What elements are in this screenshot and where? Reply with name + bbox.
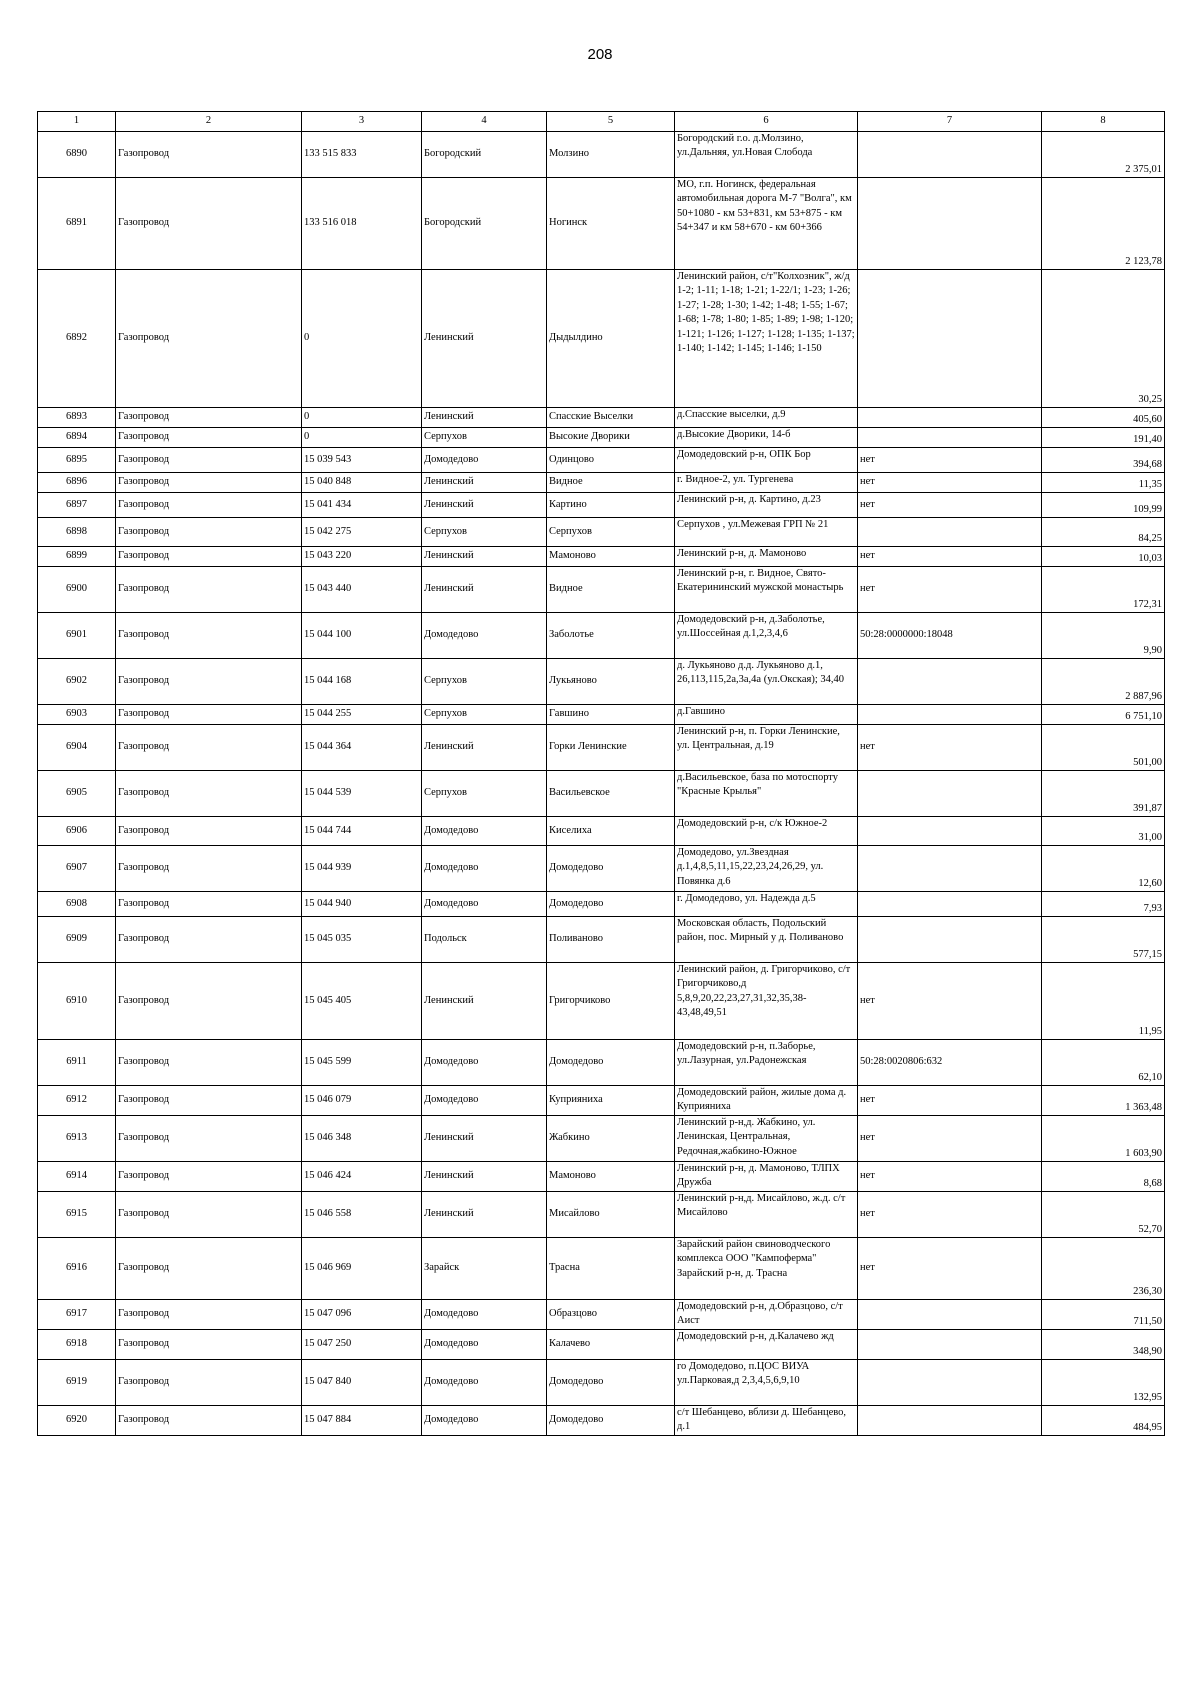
cell-object-type: Газопровод	[116, 1360, 302, 1406]
cell-locality: Лукьяново	[547, 659, 675, 705]
cell-cadastral	[858, 132, 1042, 178]
cell-address: Домодедовский р-н, д.Заболотье, ул.Шоссейная д.1,2,3,4,6	[675, 613, 858, 659]
cell-locality: Видное	[547, 567, 675, 613]
cell-number: 6915	[38, 1192, 116, 1238]
cell-number: 6911	[38, 1040, 116, 1086]
cell-object-type: Газопровод	[116, 846, 302, 892]
cell-locality: Одинцово	[547, 448, 675, 473]
cell-object-type: Газопровод	[116, 1330, 302, 1360]
cell-value: 2 375,01	[1042, 132, 1165, 178]
table-row	[38, 659, 1165, 705]
table-row	[38, 1360, 1165, 1406]
cell-inventory-number: 15 042 275	[302, 518, 422, 547]
cell-value: 348,90	[1042, 1330, 1165, 1360]
cell-address: Богородский г.о. д.Молзино, ул.Дальняя, ул.Новая Слобода	[675, 132, 858, 178]
cell-number: 6891	[38, 178, 116, 270]
cell-value: 1 603,90	[1042, 1116, 1165, 1162]
cell-value: 8,68	[1042, 1162, 1165, 1192]
cell-inventory-number: 15 044 168	[302, 659, 422, 705]
cell-locality: Васильевское	[547, 771, 675, 817]
table-row	[38, 567, 1165, 613]
cell-value: 7,93	[1042, 892, 1165, 917]
cell-inventory-number: 0	[302, 408, 422, 428]
cell-object-type: Газопровод	[116, 613, 302, 659]
cell-inventory-number: 15 046 969	[302, 1238, 422, 1300]
cell-address: Ленинский р-н, д. Мамоново, ТЛПХ Дружба	[675, 1162, 858, 1192]
cell-cadastral: нет	[858, 547, 1042, 567]
cell-district: Домодедово	[422, 1360, 547, 1406]
cell-inventory-number: 15 041 434	[302, 493, 422, 518]
cell-address: Домодедовский р-н, д.Образцово, с/т Аист	[675, 1300, 858, 1330]
cell-value: 577,15	[1042, 917, 1165, 963]
cell-object-type: Газопровод	[116, 705, 302, 725]
table-row	[38, 1040, 1165, 1086]
cell-inventory-number: 15 046 079	[302, 1086, 422, 1116]
cell-address: г. Домодедово, ул. Надежда д.5	[675, 892, 858, 917]
cell-locality: Картино	[547, 493, 675, 518]
header-col-1: 1	[38, 112, 116, 132]
cell-object-type: Газопровод	[116, 270, 302, 408]
table-row	[38, 448, 1165, 473]
header-col-7: 7	[858, 112, 1042, 132]
cell-locality: Григорчиково	[547, 963, 675, 1040]
cell-cadastral: нет	[858, 567, 1042, 613]
cell-district: Ленинский	[422, 1116, 547, 1162]
cell-inventory-number: 15 043 440	[302, 567, 422, 613]
cell-cadastral: нет	[858, 473, 1042, 493]
cell-number: 6910	[38, 963, 116, 1040]
cell-address: Ленинский р-н,д. Мисайлово, ж.д. с/т Мисайлово	[675, 1192, 858, 1238]
cell-number: 6892	[38, 270, 116, 408]
table-row	[38, 1116, 1165, 1162]
table-row	[38, 892, 1165, 917]
cell-object-type: Газопровод	[116, 132, 302, 178]
cell-locality: Калачево	[547, 1330, 675, 1360]
header-col-2: 2	[116, 112, 302, 132]
cell-value: 9,90	[1042, 613, 1165, 659]
cell-locality: Домодедово	[547, 1360, 675, 1406]
cell-value: 191,40	[1042, 428, 1165, 448]
cell-value: 84,25	[1042, 518, 1165, 547]
cell-district: Ленинский	[422, 493, 547, 518]
cell-cadastral: нет	[858, 725, 1042, 771]
cell-value: 391,87	[1042, 771, 1165, 817]
cell-district: Домодедово	[422, 1086, 547, 1116]
cell-inventory-number: 15 046 558	[302, 1192, 422, 1238]
cell-address: Ленинский р-н, д. Мамоново	[675, 547, 858, 567]
cell-number: 6896	[38, 473, 116, 493]
cell-object-type: Газопровод	[116, 892, 302, 917]
header-col-3: 3	[302, 112, 422, 132]
cell-inventory-number: 15 044 539	[302, 771, 422, 817]
cell-number: 6906	[38, 817, 116, 846]
cell-number: 6919	[38, 1360, 116, 1406]
cell-value: 109,99	[1042, 493, 1165, 518]
cell-locality: Домодедово	[547, 1040, 675, 1086]
cell-value: 30,25	[1042, 270, 1165, 408]
cell-cadastral	[858, 846, 1042, 892]
cell-number: 6914	[38, 1162, 116, 1192]
cell-object-type: Газопровод	[116, 473, 302, 493]
cell-district: Подольск	[422, 917, 547, 963]
cell-inventory-number: 15 044 939	[302, 846, 422, 892]
cell-district: Серпухов	[422, 659, 547, 705]
cell-district: Ленинский	[422, 270, 547, 408]
cell-object-type: Газопровод	[116, 547, 302, 567]
cell-address: МО, г.п. Ногинск, федеральная автомобильная дорога М-7 "Волга", км 50+1080 - км 53+831, км 53+875 - км 54+347 и км 58+670 - км 60+366	[675, 178, 858, 270]
cell-district: Серпухов	[422, 518, 547, 547]
table-row	[38, 493, 1165, 518]
cell-locality: Видное	[547, 473, 675, 493]
table-row	[38, 408, 1165, 428]
cell-cadastral	[858, 1360, 1042, 1406]
cell-address: д.Васильевское, база по мотоспорту "Красные Крылья"	[675, 771, 858, 817]
header-col-6: 6	[675, 112, 858, 132]
cell-object-type: Газопровод	[116, 1406, 302, 1436]
cell-number: 6901	[38, 613, 116, 659]
cell-cadastral: нет	[858, 1192, 1042, 1238]
table-row	[38, 613, 1165, 659]
cell-district: Зарайск	[422, 1238, 547, 1300]
cell-address: с/т Шебанцево, вблизи д. Шебанцево, д.1	[675, 1406, 858, 1436]
cell-number: 6894	[38, 428, 116, 448]
cell-object-type: Газопровод	[116, 1040, 302, 1086]
cell-value: 31,00	[1042, 817, 1165, 846]
cell-locality: Заболотье	[547, 613, 675, 659]
cell-cadastral: нет	[858, 1116, 1042, 1162]
cell-district: Домодедово	[422, 846, 547, 892]
cell-district: Серпухов	[422, 771, 547, 817]
cell-value: 394,68	[1042, 448, 1165, 473]
cell-locality: Ногинск	[547, 178, 675, 270]
cell-address: Ленинский р-н, г. Видное, Свято-Екатерининский мужской монастырь	[675, 567, 858, 613]
cell-locality: Дыдылдино	[547, 270, 675, 408]
cell-locality: Домодедово	[547, 892, 675, 917]
cell-address: Ленинский р-н, д. Картино, д.23	[675, 493, 858, 518]
cell-inventory-number: 15 046 424	[302, 1162, 422, 1192]
cell-object-type: Газопровод	[116, 1238, 302, 1300]
registry-table	[37, 111, 1165, 1436]
cell-number: 6920	[38, 1406, 116, 1436]
cell-cadastral	[858, 518, 1042, 547]
cell-cadastral	[858, 1406, 1042, 1436]
cell-value: 711,50	[1042, 1300, 1165, 1330]
cell-district: Домодедово	[422, 1330, 547, 1360]
cell-cadastral: 50:28:0020806:632	[858, 1040, 1042, 1086]
cell-inventory-number: 15 047 096	[302, 1300, 422, 1330]
cell-district: Ленинский	[422, 1162, 547, 1192]
cell-inventory-number: 15 047 884	[302, 1406, 422, 1436]
cell-number: 6909	[38, 917, 116, 963]
cell-locality: Горки Ленинские	[547, 725, 675, 771]
table-row	[38, 771, 1165, 817]
table-row	[38, 428, 1165, 448]
cell-value: 172,31	[1042, 567, 1165, 613]
cell-inventory-number: 15 045 035	[302, 917, 422, 963]
cell-number: 6890	[38, 132, 116, 178]
cell-district: Ленинский	[422, 408, 547, 428]
cell-locality: Спасские Выселки	[547, 408, 675, 428]
cell-inventory-number: 133 516 018	[302, 178, 422, 270]
cell-object-type: Газопровод	[116, 1116, 302, 1162]
cell-object-type: Газопровод	[116, 1162, 302, 1192]
cell-inventory-number: 15 044 100	[302, 613, 422, 659]
cell-address: Московская область, Подольский район, пос. Мирный у д. Поливаново	[675, 917, 858, 963]
cell-locality: Поливаново	[547, 917, 675, 963]
header-col-4: 4	[422, 112, 547, 132]
cell-inventory-number: 133 515 833	[302, 132, 422, 178]
cell-number: 6895	[38, 448, 116, 473]
cell-number: 6900	[38, 567, 116, 613]
cell-district: Серпухов	[422, 705, 547, 725]
cell-object-type: Газопровод	[116, 725, 302, 771]
cell-inventory-number: 0	[302, 270, 422, 408]
table-row	[38, 1300, 1165, 1330]
cell-value: 236,30	[1042, 1238, 1165, 1300]
header-col-5: 5	[547, 112, 675, 132]
cell-address: го Домодедово, п.ЦОС ВИУА ул.Парковая,д 2,3,4,5,6,9,10	[675, 1360, 858, 1406]
cell-address: Домодедово, ул.Звездная д.1,4,8,5,11,15,22,23,24,26,29, ул. Повянка д.6	[675, 846, 858, 892]
cell-address: д.Высокие Дворики, 14-б	[675, 428, 858, 448]
cell-address: Ленинский район, д. Григорчиково, с/т Григорчиково,д 5,8,9,20,22,23,27,31,32,35,38-43,48,49,51	[675, 963, 858, 1040]
cell-number: 6918	[38, 1330, 116, 1360]
cell-value: 132,95	[1042, 1360, 1165, 1406]
cell-district: Домодедово	[422, 1406, 547, 1436]
table-row	[38, 1238, 1165, 1300]
cell-cadastral	[858, 771, 1042, 817]
cell-cadastral: нет	[858, 963, 1042, 1040]
cell-object-type: Газопровод	[116, 493, 302, 518]
cell-inventory-number: 15 043 220	[302, 547, 422, 567]
cell-object-type: Газопровод	[116, 178, 302, 270]
cell-number: 6907	[38, 846, 116, 892]
header-row	[38, 112, 1165, 132]
cell-object-type: Газопровод	[116, 1192, 302, 1238]
cell-cadastral: нет	[858, 493, 1042, 518]
cell-number: 6903	[38, 705, 116, 725]
cell-cadastral	[858, 817, 1042, 846]
header-col-8: 8	[1042, 112, 1165, 132]
cell-inventory-number: 15 044 255	[302, 705, 422, 725]
table-row	[38, 917, 1165, 963]
cell-number: 6916	[38, 1238, 116, 1300]
cell-value: 1 363,48	[1042, 1086, 1165, 1116]
cell-number: 6908	[38, 892, 116, 917]
cell-locality: Куприяниха	[547, 1086, 675, 1116]
cell-locality: Образцово	[547, 1300, 675, 1330]
cell-address: Ленинский р-н, п. Горки Ленинские, ул. Центральная, д.19	[675, 725, 858, 771]
table-row	[38, 132, 1165, 178]
cell-value: 484,95	[1042, 1406, 1165, 1436]
cell-address: Серпухов , ул.Межевая ГРП № 21	[675, 518, 858, 547]
table-header	[38, 112, 1165, 132]
cell-cadastral	[858, 270, 1042, 408]
cell-address: Домодедовский район, жилые дома д. Куприяниха	[675, 1086, 858, 1116]
cell-cadastral	[858, 1300, 1042, 1330]
cell-number: 6893	[38, 408, 116, 428]
table-row	[38, 846, 1165, 892]
cell-object-type: Газопровод	[116, 963, 302, 1040]
cell-object-type: Газопровод	[116, 518, 302, 547]
cell-cadastral: нет	[858, 1162, 1042, 1192]
cell-locality: Домодедово	[547, 1406, 675, 1436]
cell-address: Ленинский р-н,д. Жабкино, ул. Ленинская, Центральная, Редочная,жабкино-Южное	[675, 1116, 858, 1162]
cell-value: 501,00	[1042, 725, 1165, 771]
cell-object-type: Газопровод	[116, 567, 302, 613]
table-row	[38, 178, 1165, 270]
cell-locality: Трасна	[547, 1238, 675, 1300]
cell-district: Домодедово	[422, 448, 547, 473]
cell-address: Домодедовский р-н, п.Заборье, ул.Лазурная, ул.Радонежская	[675, 1040, 858, 1086]
cell-district: Домодедово	[422, 613, 547, 659]
cell-inventory-number: 15 044 940	[302, 892, 422, 917]
cell-value: 62,10	[1042, 1040, 1165, 1086]
cell-cadastral	[858, 705, 1042, 725]
cell-cadastral	[858, 917, 1042, 963]
cell-number: 6917	[38, 1300, 116, 1330]
cell-number: 6902	[38, 659, 116, 705]
cell-number: 6897	[38, 493, 116, 518]
cell-value: 2 123,78	[1042, 178, 1165, 270]
cell-inventory-number: 15 039 543	[302, 448, 422, 473]
cell-number: 6898	[38, 518, 116, 547]
cell-inventory-number: 15 045 405	[302, 963, 422, 1040]
cell-cadastral: нет	[858, 1238, 1042, 1300]
cell-address: Домодедовский р-н, с/к Южное-2	[675, 817, 858, 846]
table-row	[38, 547, 1165, 567]
table-row	[38, 725, 1165, 771]
cell-district: Серпухов	[422, 428, 547, 448]
cell-object-type: Газопровод	[116, 917, 302, 963]
cell-inventory-number: 15 047 840	[302, 1360, 422, 1406]
cell-number: 6905	[38, 771, 116, 817]
cell-object-type: Газопровод	[116, 771, 302, 817]
cell-district: Домодедово	[422, 1300, 547, 1330]
cell-inventory-number: 0	[302, 428, 422, 448]
page-number: 208	[587, 46, 613, 63]
cell-cadastral: нет	[858, 1086, 1042, 1116]
cell-inventory-number: 15 047 250	[302, 1330, 422, 1360]
cell-district: Ленинский	[422, 725, 547, 771]
cell-cadastral	[858, 659, 1042, 705]
cell-value: 11,35	[1042, 473, 1165, 493]
table-row	[38, 963, 1165, 1040]
cell-object-type: Газопровод	[116, 659, 302, 705]
cell-locality: Гавшино	[547, 705, 675, 725]
cell-locality: Киселиха	[547, 817, 675, 846]
cell-address: Домодедовский р-н, ОПК Бор	[675, 448, 858, 473]
table-row	[38, 1192, 1165, 1238]
cell-locality: Молзино	[547, 132, 675, 178]
table-row	[38, 1162, 1165, 1192]
cell-address: д. Лукьяново д.д. Лукьяново д.1, 26,113,115,2а,3а,4а (ул.Окская); 34,40	[675, 659, 858, 705]
cell-value: 12,60	[1042, 846, 1165, 892]
cell-object-type: Газопровод	[116, 428, 302, 448]
cell-value: 405,60	[1042, 408, 1165, 428]
cell-cadastral: нет	[858, 448, 1042, 473]
cell-district: Ленинский	[422, 1192, 547, 1238]
cell-inventory-number: 15 044 364	[302, 725, 422, 771]
cell-district: Богородский	[422, 178, 547, 270]
cell-district: Богородский	[422, 132, 547, 178]
cell-locality: Мамоново	[547, 1162, 675, 1192]
cell-value: 6 751,10	[1042, 705, 1165, 725]
cell-inventory-number: 15 044 744	[302, 817, 422, 846]
cell-number: 6913	[38, 1116, 116, 1162]
cell-cadastral	[858, 428, 1042, 448]
cell-locality: Высокие Дворики	[547, 428, 675, 448]
cell-district: Домодедово	[422, 817, 547, 846]
cell-locality: Домодедово	[547, 846, 675, 892]
cell-value: 10,03	[1042, 547, 1165, 567]
cell-district: Ленинский	[422, 567, 547, 613]
cell-object-type: Газопровод	[116, 1086, 302, 1116]
cell-inventory-number: 15 046 348	[302, 1116, 422, 1162]
table-row	[38, 705, 1165, 725]
cell-number: 6904	[38, 725, 116, 771]
cell-district: Домодедово	[422, 892, 547, 917]
cell-cadastral	[858, 1330, 1042, 1360]
cell-district: Домодедово	[422, 1040, 547, 1086]
cell-address: д.Гавшино	[675, 705, 858, 725]
table-row	[38, 473, 1165, 493]
cell-address: Зарайский район свиноводческого комплекса ООО "Кампоферма" Зарайский р-н, д. Трасна	[675, 1238, 858, 1300]
cell-object-type: Газопровод	[116, 408, 302, 428]
cell-district: Ленинский	[422, 473, 547, 493]
cell-number: 6899	[38, 547, 116, 567]
table-row	[38, 817, 1165, 846]
cell-value: 2 887,96	[1042, 659, 1165, 705]
cell-address: Ленинский район, с/т"Колхозник", ж/д 1-2; 1-11; 1-18; 1-21; 1-22/1; 1-23; 1-26; 1-27; 1-28; 1-30; 1-42; 1-48; 1-55; 1-67; 1-68; 1-78; 1-80; 1-85; 1-89; 1-98; 1-120; 1-121; 1-126; 1-127; 1-128; 1-135; 1-137; 1-140; 1-142; 1-145; 1-146; 1-150	[675, 270, 858, 408]
cell-value: 52,70	[1042, 1192, 1165, 1238]
cell-address: д.Спасские выселки, д.9	[675, 408, 858, 428]
table-row	[38, 270, 1165, 408]
cell-address: Домодедовский р-н, д.Калачево жд	[675, 1330, 858, 1360]
table-row	[38, 1330, 1165, 1360]
cell-cadastral	[858, 408, 1042, 428]
cell-locality: Жабкино	[547, 1116, 675, 1162]
cell-number: 6912	[38, 1086, 116, 1116]
cell-cadastral	[858, 892, 1042, 917]
cell-district: Ленинский	[422, 547, 547, 567]
cell-object-type: Газопровод	[116, 448, 302, 473]
cell-value: 11,95	[1042, 963, 1165, 1040]
cell-cadastral: 50:28:0000000:18048	[858, 613, 1042, 659]
cell-object-type: Газопровод	[116, 1300, 302, 1330]
table-body	[38, 132, 1165, 1436]
table-row	[38, 518, 1165, 547]
cell-inventory-number: 15 045 599	[302, 1040, 422, 1086]
cell-address: г. Видное-2, ул. Тургенева	[675, 473, 858, 493]
cell-object-type: Газопровод	[116, 817, 302, 846]
cell-inventory-number: 15 040 848	[302, 473, 422, 493]
table-row	[38, 1086, 1165, 1116]
cell-locality: Серпухов	[547, 518, 675, 547]
cell-cadastral	[858, 178, 1042, 270]
cell-district: Ленинский	[422, 963, 547, 1040]
cell-locality: Мисайлово	[547, 1192, 675, 1238]
table-row	[38, 1406, 1165, 1436]
cell-locality: Мамоново	[547, 547, 675, 567]
